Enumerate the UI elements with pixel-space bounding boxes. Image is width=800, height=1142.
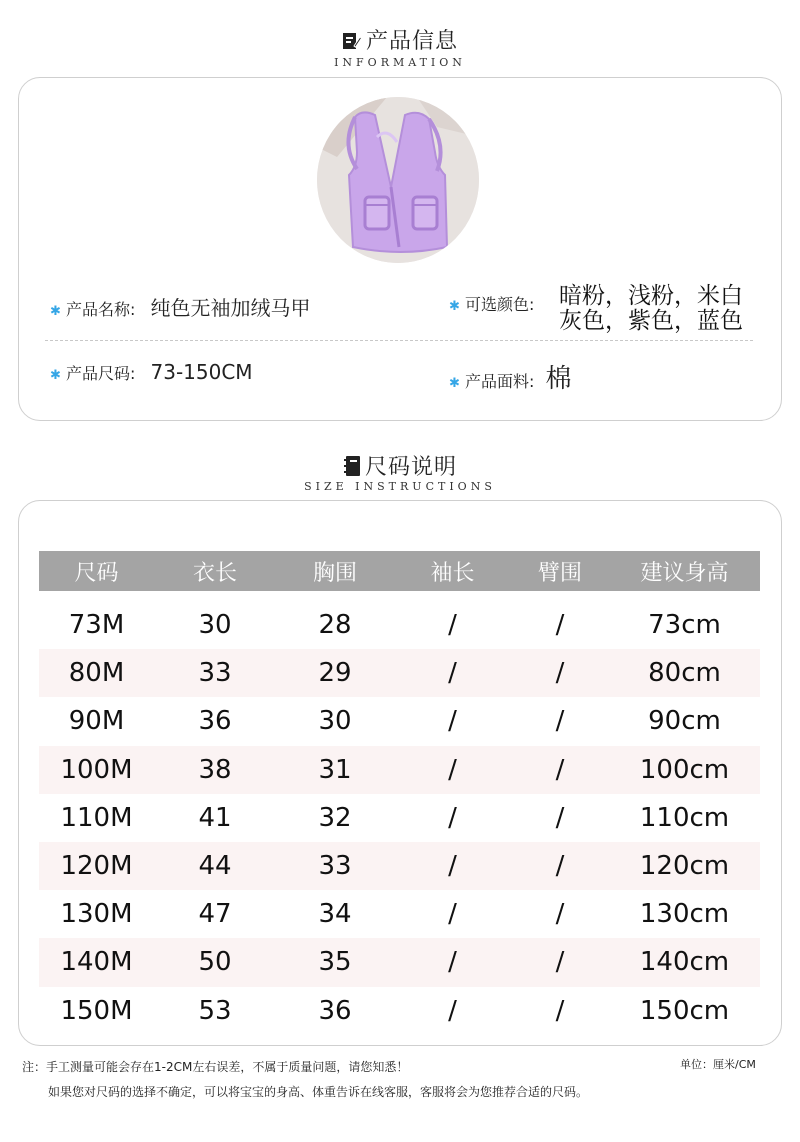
info-divider [45,340,753,341]
table-cell: 30 [318,706,352,737]
table-cell: / [555,610,565,641]
table-cell: 110M [60,802,133,833]
info-section-title: 产品信息 [0,24,800,57]
table-cell: 53 [198,995,232,1026]
table-cell: / [394,746,511,794]
info-section-subtitle: INFORMATION [334,56,466,69]
table-header-row [39,551,760,591]
table-cell: / [555,802,565,833]
header-size: 尺码 [39,551,154,591]
table-spacer [39,591,760,601]
size-section-title: 尺码说明 [0,450,800,483]
table-cell: 73cm [648,610,721,641]
table-cell: 35 [276,938,394,986]
field-label: 产品尺码: [66,364,136,383]
table-cell: 130M [60,899,133,930]
table-cell: 33 [276,842,394,890]
header-length: 衣长 [154,551,276,591]
table-cell: / [511,649,609,697]
field-material [449,358,749,394]
table-cell: 100M [39,746,154,794]
table-cell: / [555,995,565,1026]
field-value: 棉 [545,364,572,394]
star-icon: ✱ [50,304,61,319]
table-row [39,697,760,745]
header-arm: 臂围 [511,551,609,591]
header-height: 建议身高 [609,551,760,591]
field-label: 产品面料: [465,372,535,391]
table-cell: 140cm [609,938,760,986]
table-cell: 110cm [639,802,730,833]
table-cell: / [448,706,457,737]
table-cell: 80M [39,649,154,697]
table-cell: 90cm [648,706,721,737]
table-cell: 73M [68,610,125,641]
table-cell: 47 [198,899,232,930]
table-cell: / [448,610,457,641]
star-icon: ✱ [449,376,460,391]
table-cell: 31 [276,746,394,794]
table-cell: / [555,899,565,930]
table-cell: 80cm [609,649,760,697]
field-colors-label: ✱ 可选颜色: [449,295,535,314]
unit-note: 单位：厘米/CM [680,1058,756,1071]
table-row [39,746,760,794]
table-cell: / [448,899,457,930]
table-cell: 120cm [609,842,760,890]
table-cell: / [448,995,457,1026]
size-table [39,551,760,1035]
field-product-name [50,292,410,318]
table-row [39,649,760,697]
table-cell: 150M [60,995,133,1026]
field-colors-value: 暗粉，浅粉，米白 灰色，紫色，蓝色 [559,283,743,334]
table-cell: 130cm [639,899,730,930]
table-cell: / [511,938,609,986]
table-row [39,987,760,1035]
note-line-1: 注：手工测量可能会存在1-2CM左右误差，不属于质量问题，请您知悉！ [22,1060,409,1074]
table-cell: 38 [154,746,276,794]
table-cell: 36 [198,706,232,737]
table-cell: 150cm [639,995,730,1026]
table-row [39,890,760,938]
table-cell: / [394,938,511,986]
header-sleeve: 袖长 [394,551,511,591]
field-label: 产品名称: [66,300,136,319]
table-cell: / [511,746,609,794]
table-cell: 41 [198,802,232,833]
table-cell: 34 [318,899,352,930]
table-cell: 100cm [609,746,760,794]
edit-note-icon [342,31,362,57]
table-cell: 36 [318,995,352,1026]
table-cell: / [448,802,457,833]
note-line-2: 如果您对尺码的选择不确定，可以将宝宝的身高、体重告诉在线客服，客服将会为您推荐合适的尺码。 [48,1085,589,1099]
table-cell: 33 [154,649,276,697]
phone-book-icon [343,455,361,483]
table-cell: / [394,649,511,697]
table-cell: 30 [198,610,232,641]
table-cell: 28 [318,610,352,641]
table-cell: / [555,706,565,737]
table-row [39,794,760,842]
table-row [39,842,760,890]
star-icon: ✱ [449,299,460,314]
table-cell: 90M [68,706,125,737]
field-value: 纯色无袖加绒马甲 [150,296,311,320]
table-cell: 44 [154,842,276,890]
table-cell: 140M [39,938,154,986]
size-section-subtitle: SIZE INSTRUCTIONS [304,480,496,493]
header-chest: 胸围 [276,551,394,591]
table-cell: 50 [154,938,276,986]
star-icon: ✱ [50,368,61,383]
table-cell: 29 [276,649,394,697]
table-cell: 32 [318,802,352,833]
table-cell: 120M [39,842,154,890]
table-cell: / [394,842,511,890]
table-row [39,601,760,649]
field-size [50,360,410,386]
product-photo [317,97,479,263]
table-cell: / [511,842,609,890]
field-value: 73-150CM [150,360,253,384]
table-row [39,938,760,986]
